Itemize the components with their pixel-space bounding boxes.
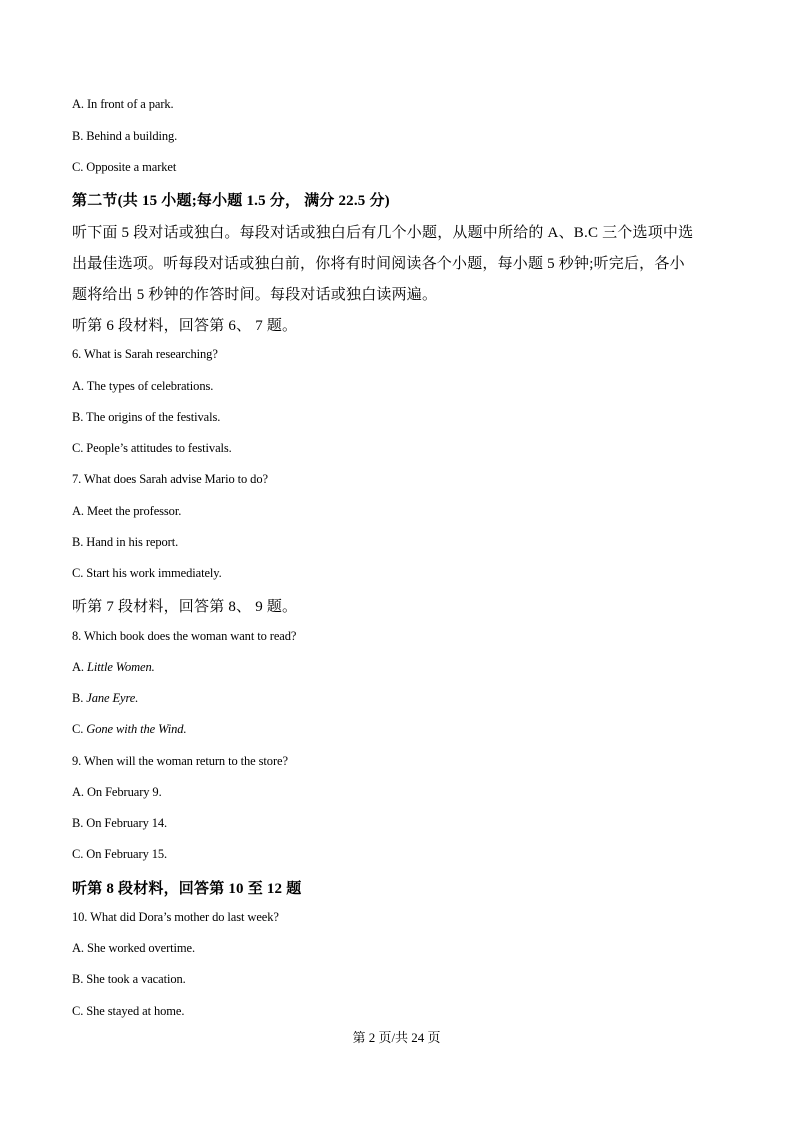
option-c: C. Opposite a market: [72, 160, 177, 174]
book-title: Jane Eyre.: [86, 691, 139, 705]
q9-option-b: B. On February 14.: [72, 816, 168, 830]
question-9: 9. When will the woman return to the store?: [72, 754, 288, 768]
group-header-6: 听第 6 段材料，回答第 6、 7 题。: [72, 318, 298, 334]
section-heading: 第二节(共 15 小题;每小题 1.5 分， 满分 22.5 分): [72, 193, 390, 209]
q9-option-a: A. On February 9.: [72, 785, 162, 799]
instructions-line-3: 题将给出 5 秒钟的作答时间。每段对话或独白读两遍。: [72, 287, 438, 303]
question-10: 10. What did Dora’s mother do last week?: [72, 910, 279, 924]
q10-option-b: B. She took a vacation.: [72, 972, 186, 986]
option-a: A. In front of a park.: [72, 97, 174, 111]
q6-option-b: B. The origins of the festivals.: [72, 410, 221, 424]
q9-option-c: C. On February 15.: [72, 847, 168, 861]
q10-option-c: C. She stayed at home.: [72, 1004, 185, 1018]
instructions-line-1: 听下面 5 段对话或独白。每段对话或独白后有几个小题，从题中所给的 A、B.C 三个选项中选: [72, 225, 694, 241]
q6-option-a: A. The types of celebrations.: [72, 379, 214, 393]
book-title: Little Women.: [86, 660, 155, 674]
q8-option-c: [72, 722, 186, 737]
question-7: 7. What does Sarah advise Mario to do?: [72, 472, 268, 486]
q7-option-a: A. Meet the professor.: [72, 504, 182, 518]
group-header-8: 听第 8 段材料，回答第 10 至 12 题: [72, 881, 302, 897]
q6-option-c: C. People’s attitudes to festivals.: [72, 441, 232, 455]
option-prefix: C.: [72, 722, 87, 736]
page-number: 第 2 页/共 24 页: [352, 1030, 441, 1045]
option-b: B. Behind a building.: [72, 129, 178, 143]
q10-option-a: A. She worked overtime.: [72, 941, 196, 955]
book-title: Gone with the Wind.: [86, 722, 187, 736]
q7-option-c: C. Start his work immediately.: [72, 566, 222, 580]
question-8: 8. Which book does the woman want to read?: [72, 629, 297, 643]
q8-option-b: [72, 691, 138, 706]
q8-option-a: [72, 660, 155, 675]
option-prefix: B.: [72, 691, 87, 705]
question-6: 6. What is Sarah researching?: [72, 347, 218, 361]
group-header-7: 听第 7 段材料，回答第 8、 9 题。: [72, 599, 298, 615]
instructions-line-2: 出最佳选项。听每段对话或独白前，你将有时间阅读各个小题，每小题 5 秒钟;听完后，各小: [72, 256, 685, 272]
option-prefix: A.: [72, 660, 87, 674]
q7-option-b: B. Hand in his report.: [72, 535, 179, 549]
